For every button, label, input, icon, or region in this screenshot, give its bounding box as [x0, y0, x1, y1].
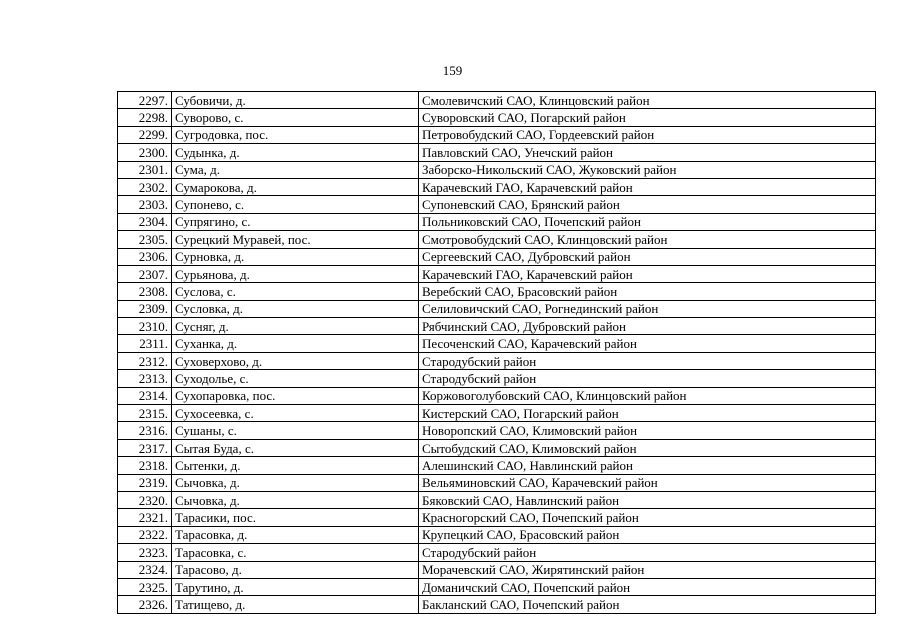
row-number-cell: 2320.	[118, 491, 172, 508]
district-cell: Красногорский САО, Почепский район	[419, 509, 876, 526]
settlement-name-cell: Тарасовка, д.	[172, 526, 419, 543]
district-cell: Рябчинский САО, Дубровский район	[419, 318, 876, 335]
district-cell: Новоропский САО, Климовский район	[419, 422, 876, 439]
settlement-name-cell: Судынка, д.	[172, 144, 419, 161]
registry-table	[117, 91, 876, 614]
settlement-name-cell: Сушаны, с.	[172, 422, 419, 439]
settlement-name-cell: Суховерхово, д.	[172, 352, 419, 369]
table-row	[118, 352, 876, 369]
district-cell: Смотровобудский САО, Клинцовский район	[419, 231, 876, 248]
row-number-cell: 2318.	[118, 457, 172, 474]
table-row	[118, 387, 876, 404]
row-number-cell: 2310.	[118, 318, 172, 335]
table-row	[118, 265, 876, 282]
table-row	[118, 283, 876, 300]
row-number-cell: 2313.	[118, 370, 172, 387]
row-number-cell: 2312.	[118, 352, 172, 369]
row-number-cell: 2303.	[118, 196, 172, 213]
table-row	[118, 178, 876, 195]
settlement-name-cell: Субовичи, д.	[172, 92, 419, 109]
settlement-name-cell: Сухопаровка, пос.	[172, 387, 419, 404]
row-number-cell: 2300.	[118, 144, 172, 161]
district-cell: Бяковский САО, Навлинский район	[419, 491, 876, 508]
district-cell: Алешинский САО, Навлинский район	[419, 457, 876, 474]
district-cell: Селиловичский САО, Рогнединский район	[419, 300, 876, 317]
settlement-name-cell: Тарасовка, с.	[172, 544, 419, 561]
district-cell: Песоченский САО, Карачевский район	[419, 335, 876, 352]
settlement-name-cell: Сугродовка, пос.	[172, 126, 419, 143]
district-cell: Карачевский ГАО, Карачевский район	[419, 265, 876, 282]
row-number-cell: 2311.	[118, 335, 172, 352]
settlement-name-cell: Супонево, с.	[172, 196, 419, 213]
district-cell: Карачевский ГАО, Карачевский район	[419, 178, 876, 195]
district-cell: Смолевичский САО, Клинцовский район	[419, 92, 876, 109]
table-row	[118, 474, 876, 491]
table-row	[118, 161, 876, 178]
settlement-name-cell: Суханка, д.	[172, 335, 419, 352]
table-row	[118, 526, 876, 543]
settlement-name-cell: Суворово, с.	[172, 109, 419, 126]
settlement-name-cell: Тарасово, д.	[172, 561, 419, 578]
district-cell: Петровобудский САО, Гордеевский район	[419, 126, 876, 143]
district-cell: Стародубский район	[419, 352, 876, 369]
row-number-cell: 2319.	[118, 474, 172, 491]
row-number-cell: 2299.	[118, 126, 172, 143]
row-number-cell: 2323.	[118, 544, 172, 561]
settlement-name-cell: Сумарокова, д.	[172, 178, 419, 195]
settlement-name-cell: Тарасики, пос.	[172, 509, 419, 526]
district-cell: Бакланский САО, Почепский район	[419, 596, 876, 613]
settlement-name-cell: Суходолье, с.	[172, 370, 419, 387]
row-number-cell: 2308.	[118, 283, 172, 300]
table-row	[118, 561, 876, 578]
table-row	[118, 457, 876, 474]
district-cell: Стародубский район	[419, 544, 876, 561]
table-row	[118, 491, 876, 508]
table-row	[118, 335, 876, 352]
registry-table-body	[118, 92, 876, 614]
row-number-cell: 2325.	[118, 578, 172, 595]
settlement-name-cell: Сытенки, д.	[172, 457, 419, 474]
row-number-cell: 2307.	[118, 265, 172, 282]
district-cell: Супоневский САО, Брянский район	[419, 196, 876, 213]
settlement-name-cell: Сурьянова, д.	[172, 265, 419, 282]
district-cell: Польниковский САО, Почепский район	[419, 213, 876, 230]
district-cell: Коржовоголубовский САО, Клинцовский район	[419, 387, 876, 404]
table-row	[118, 248, 876, 265]
row-number-cell: 2298.	[118, 109, 172, 126]
settlement-name-cell: Сытая Буда, с.	[172, 439, 419, 456]
table-row	[118, 109, 876, 126]
row-number-cell: 2316.	[118, 422, 172, 439]
settlement-name-cell: Сурецкий Муравей, пос.	[172, 231, 419, 248]
row-number-cell: 2302.	[118, 178, 172, 195]
settlement-name-cell: Тарутино, д.	[172, 578, 419, 595]
table-row	[118, 439, 876, 456]
table-row	[118, 126, 876, 143]
table-row	[118, 578, 876, 595]
settlement-name-cell: Сусловка, д.	[172, 300, 419, 317]
row-number-cell: 2306.	[118, 248, 172, 265]
row-number-cell: 2314.	[118, 387, 172, 404]
table-row	[118, 231, 876, 248]
row-number-cell: 2301.	[118, 161, 172, 178]
district-cell: Морачевский САО, Жирятинский район	[419, 561, 876, 578]
table-row	[118, 300, 876, 317]
district-cell: Доманичский САО, Почепский район	[419, 578, 876, 595]
table-row	[118, 596, 876, 613]
settlement-name-cell: Сурновка, д.	[172, 248, 419, 265]
table-row	[118, 405, 876, 422]
district-cell: Веребский САО, Брасовский район	[419, 283, 876, 300]
table-row	[118, 544, 876, 561]
table-row	[118, 196, 876, 213]
settlement-name-cell: Татищево, д.	[172, 596, 419, 613]
settlement-name-cell: Сычовка, д.	[172, 474, 419, 491]
district-cell: Кистерский САО, Погарский район	[419, 405, 876, 422]
settlement-name-cell: Сусняг, д.	[172, 318, 419, 335]
settlement-name-cell: Суслова, с.	[172, 283, 419, 300]
row-number-cell: 2309.	[118, 300, 172, 317]
table-row	[118, 370, 876, 387]
district-cell: Стародубский район	[419, 370, 876, 387]
row-number-cell: 2315.	[118, 405, 172, 422]
row-number-cell: 2304.	[118, 213, 172, 230]
table-row	[118, 92, 876, 109]
district-cell: Заборско-Никольский САО, Жуковский район	[419, 161, 876, 178]
table-row	[118, 213, 876, 230]
row-number-cell: 2326.	[118, 596, 172, 613]
district-cell: Крупецкий САО, Брасовский район	[419, 526, 876, 543]
table-row	[118, 318, 876, 335]
row-number-cell: 2324.	[118, 561, 172, 578]
table-row	[118, 422, 876, 439]
page-number: 159	[442, 63, 463, 78]
row-number-cell: 2305.	[118, 231, 172, 248]
row-number-cell: 2322.	[118, 526, 172, 543]
district-cell: Павловский САО, Унечский район	[419, 144, 876, 161]
row-number-cell: 2297.	[118, 92, 172, 109]
table-row	[118, 144, 876, 161]
settlement-name-cell: Сума, д.	[172, 161, 419, 178]
district-cell: Суворовский САО, Погарский район	[419, 109, 876, 126]
settlement-name-cell: Сычовка, д.	[172, 491, 419, 508]
row-number-cell: 2317.	[118, 439, 172, 456]
table-row	[118, 509, 876, 526]
settlement-name-cell: Сухосеевка, с.	[172, 405, 419, 422]
district-cell: Сергеевский САО, Дубровский район	[419, 248, 876, 265]
settlement-name-cell: Супрягино, с.	[172, 213, 419, 230]
district-cell: Сытобудский САО, Климовский район	[419, 439, 876, 456]
row-number-cell: 2321.	[118, 509, 172, 526]
district-cell: Вельяминовский САО, Карачевский район	[419, 474, 876, 491]
